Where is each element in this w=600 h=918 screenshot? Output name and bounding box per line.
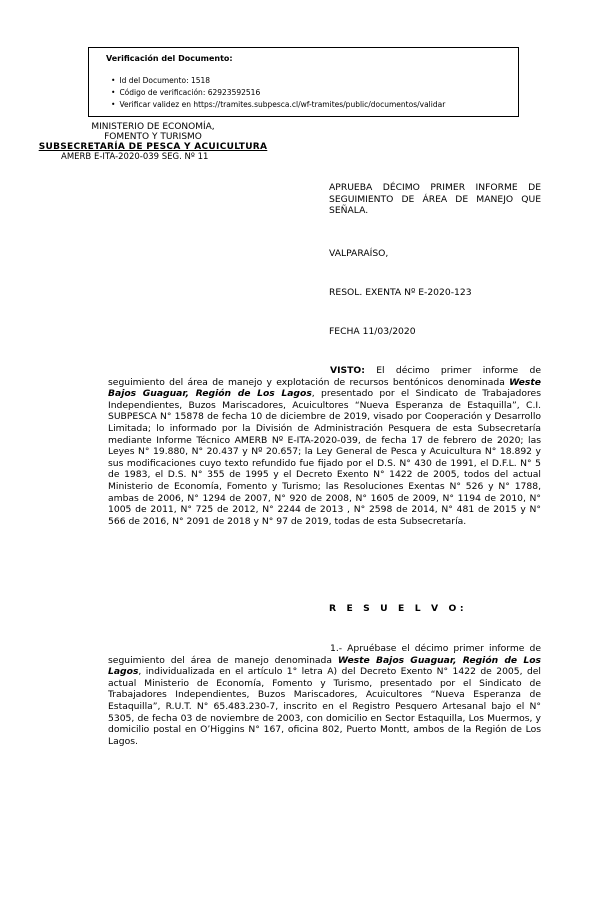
subsecretaria-name: SUBSECRETARÍA DE PESCA Y ACUICULTURA	[38, 142, 268, 152]
point1-text-pre: 1.- Apruébase el décimo primer informe de seguimiento del área de manejo denominada	[108, 643, 541, 666]
letterhead	[28, 122, 278, 162]
document-reference: AMERB E-ITA-2020-039 SEG. Nº 11	[61, 152, 209, 162]
visto-text-post: , presentado por el Sindicato de Trabajadores Independientes, Buzos Mariscadores, Acuicultores “Nueva Esperanza de Estaquilla”, C.I. SUBPESCA N° 15878 de fecha 10 de diciembre de 2019, visado por Cooperación y Desarrollo Limitada; lo informado por la División de Administración Pesquera de esta Subsecretaría mediante Informe Técnico AMERB Nº E-ITA-2020-039, de fecha 17 de febrero de 2020; las Leyes N° 19.880, N° 20.437 y Nº 20.657; la Ley General de Pesca y Acuicultura N° 18.892 y sus modificaciones cuyo texto refundido fue fijado por el D.S. N° 430 de 1991, el D.F.L. N° 5 de 1983, el D.S. N° 355 de 1995 y el Decreto Exento N° 1422 de 2005, todos del actual Ministerio de Economía, Fomento y Turismo; las Resoluciones Exentas N° 526 y N° 1788, ambas de 2006, N° 1294 de 2007, N° 920 de 2008, N° 1605 de 2009, N° 1194 de 2010, N° 1005 de 2011, N° 725 de 2012, N° 2244 de 2013 , N° 2598 de 2014, N° 481 de 2015 y N° 566 de 2016, N° 2091 de 2018 y N° 97 de 2019, todas de esta Subsecretaría.	[108, 388, 541, 527]
verification-box	[88, 47, 519, 117]
verification-code: • Código de verificación: 62923592516	[111, 87, 445, 99]
ministry-line-2: FOMENTO Y TURISMO	[104, 132, 202, 142]
point1-text-post: , individualizada en el artículo 1° letra A) del Decreto Exento N° 1422 de 2005, del actual Ministerio de Economía, Fomento y Turismo, presentado por el Sindicato de Trabajadores Independientes, Buzos Mariscadores, Acuicultores “Nueva Esperanza de Estaquilla”, R.U.T. N° 65.483.230-7, inscrito en el Registro Pesquero Artesanal bajo el N° 5305, de fecha 03 de noviembre de 2003, con domicilio en Sector Estaquilla, Los Muermos, y domicilio postal en O’Higgins N° 167, oficina 802, Puerto Montt, ambos de la Región de Los Lagos.	[108, 666, 541, 747]
visto-text-pre: El décimo primer informe de seguimiento del área de manejo y explotación de recursos bentónicos denominada	[108, 365, 541, 388]
resolution-date: FECHA 11/03/2020	[329, 326, 416, 337]
document-id: • Id del Documento: 1518	[111, 75, 445, 87]
visto-label: VISTO:	[330, 365, 365, 376]
visto-area-name: Weste Bajos Guaguar, Región de Los Lagos	[108, 376, 541, 400]
verification-url[interactable]: • Verificar validez en https://tramites.subpesca.cl/wf-tramites/public/documentos/validar	[111, 99, 445, 111]
verification-title: Verificación del Documento:	[106, 54, 233, 63]
resolution-title: APRUEBA DÉCIMO PRIMER INFORME DE SEGUIMIENTO DE ÁREA DE MANEJO QUE SEÑALA.	[329, 182, 541, 217]
verification-list	[111, 75, 445, 111]
resolution-point-1	[108, 643, 541, 747]
point1-area-name: Weste Bajos Guaguar, Región de Los Lagos	[108, 654, 541, 678]
ministry-line-1: MINISTERIO DE ECONOMÍA,	[91, 122, 215, 132]
resolution-number: RESOL. EXENTA Nº E-2020-123	[329, 287, 472, 298]
resuelvo-heading: R E S U E L V O:	[329, 603, 468, 614]
city: VALPARAÍSO,	[329, 248, 389, 259]
visto-paragraph	[108, 365, 541, 527]
